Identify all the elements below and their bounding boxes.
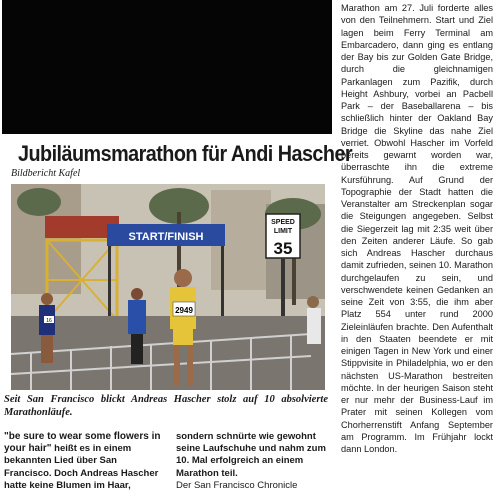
black-image-block	[2, 0, 332, 134]
column-two-bold: sondern schnürte wie gewohnt seine Laufschuhe und nahm zum 10. Mal erfolgreich an einem Marathon teil.	[176, 431, 326, 479]
marathon-photo	[11, 184, 325, 390]
marathon-scene	[11, 184, 325, 390]
lead-paragraph	[4, 431, 166, 492]
photo-credit: Bildbericht Kafel	[11, 168, 81, 179]
sign-speed-text: SPEED	[271, 219, 295, 226]
column-two	[176, 431, 330, 492]
bib-number: 2949	[175, 306, 193, 315]
lead-quote: "be sure to wear some flowers in your hair"	[4, 431, 161, 455]
photo-caption: Seit San Francisco blickt Andreas Hascher stolz auf 10 absolvierte Marathonläufe.	[4, 394, 328, 418]
column-two-text: Der San Francisco Chronicle	[176, 479, 298, 491]
sign-limit-text: LIMIT	[273, 228, 293, 235]
runner-left-bib: 16	[46, 318, 52, 324]
sign-value: 35	[273, 239, 293, 258]
column-three-text: Marathon am 27. Juli forderte alles von den Teilnehmern. Start und Ziel lagen beim Ferry Terminal am Embarcadero, dann ging es entlang der Bay bis zur Golden Gate Bridge, durch die gleichnamigen Parkanlagen zum Pazifik, durch Height Ashbury, vorbei an Pacbell Park – der Baseballarena – bis schließlich hinter der Oakland Bay Bridge die Skyline das nahe Ziel verriet. Obwohl Hascher im Vorfeld bereits gewarnt worden war, überraschte ihn die extreme Kursführung. Auf Grund der Topographie der Stadt hatten die Veranstalter am Streckenplan sogar die Steigungen angegeben. Selbst die Siegerzeit lag mit 2:35 weit über den Zeiten anderer Läufe. So gab sich Andreas Hascher durchaus damit zufrieden, seinen 10. Marathon durchgelaufen zu sein, und verschwendete keinen Gedanken an seine Zeit von 3:55, die ihm aber Platz 554 unter rund 2000 Zieleinläufen brachte. Den Aufenthalt in den Staaten beendete er mit einigen Tagen in New York und einer Stippvisite in Philadelphia, wo er den nächsten US-Marathon bestreiten möchte. In der heurigen Saison steht er nur mehr der Business-Lauf im Prater mit seinen Kollegen vom Chorherrenstift Anfang September am Programm. Im Frühjahr lockt dann London.	[341, 3, 493, 454]
headline: Jubiläumsmarathon für Andi Hascher	[18, 141, 353, 166]
column-three	[341, 2, 493, 455]
start-finish-banner: START/FINISH	[128, 231, 204, 243]
lead-rest: heißt es in einem bekannten Lied über San Francisco. Doch Andreas Hascher hatte keine Blumen im Haar,	[4, 443, 159, 491]
